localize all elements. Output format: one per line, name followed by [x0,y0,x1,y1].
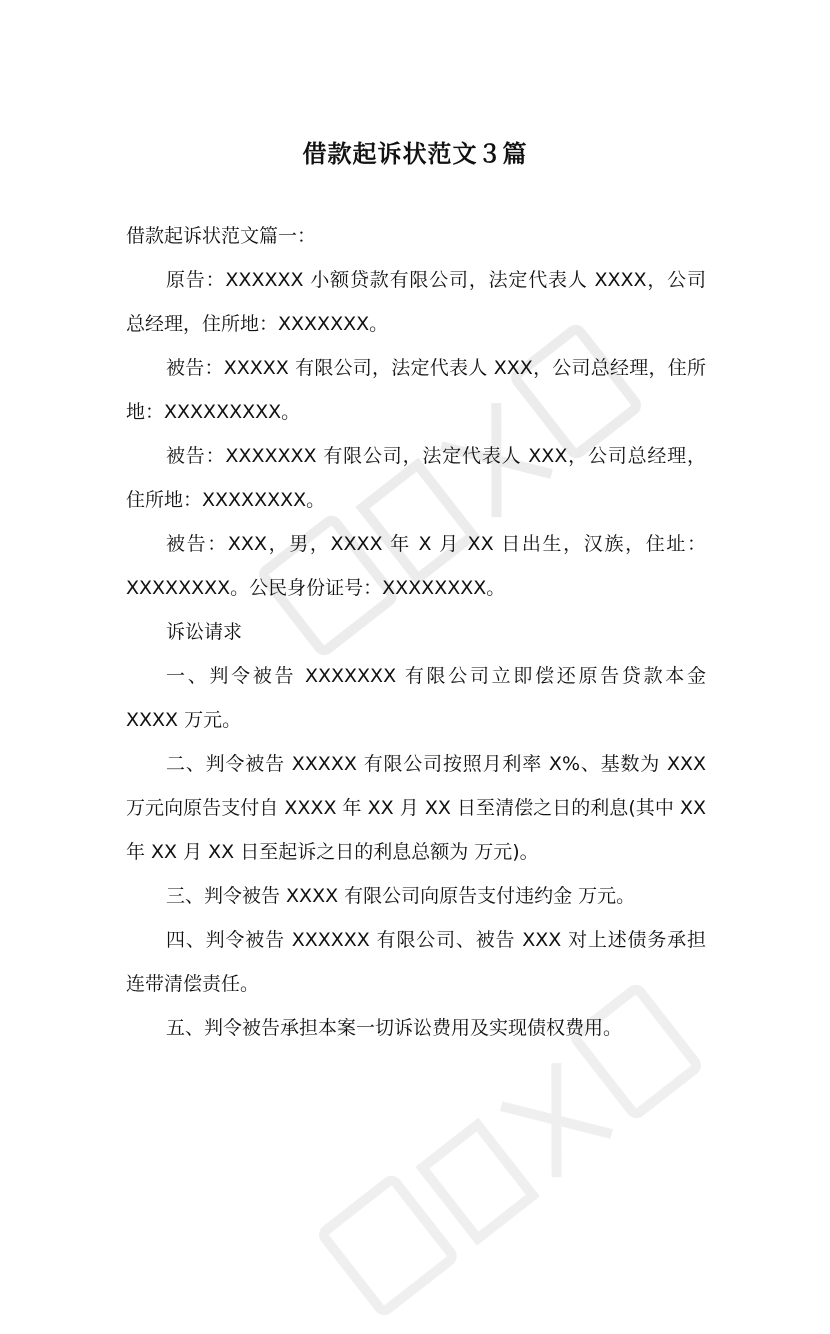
claim-item-5: 五、判令被告承担本案一切诉讼费用及实现债权费用。 [166,1017,623,1039]
paragraph-defendant-3: 被告：XXX，男，XXXX 年 X 月 XX 日出生，汉族，住址：XXXXXXXX。公民身份证号：XXXXXXXX。 [126,533,706,599]
section-heading: 借款起诉状范文篇一： [126,225,317,247]
paragraph-plaintiff: 原告：XXXXXX 小额贷款有限公司，法定代表人 XXXX，公司总经理，住所地：XXXXXXX。 [126,269,706,335]
paragraph-defendant-2: 被告：XXXXXXX 有限公司，法定代表人 XXX，公司总经理，住所地：XXXXXXXX。 [126,445,706,511]
claim-item-2: 二、判令被告 XXXXX 有限公司按照月利率 X%、基数为 XXX 万元向原告支付自 XXXX 年 XX 月 XX 日至清偿之日的利息(其中 XX 年 XX 月 XX 日至起诉之日的利息总额为 万元)。 [126,753,706,863]
paragraph-defendant-1: 被告：XXXXX 有限公司，法定代表人 XXX，公司总经理，住所地：XXXXXXXXX。 [126,357,706,423]
claims-heading: 诉讼请求 [166,621,243,643]
document-body [126,214,706,1050]
document-title: 借款起诉状范文３篇 [302,140,528,169]
claim-item-1: 一、判令被告 XXXXXXX 有限公司立即偿还原告贷款本金 XXXX 万元。 [126,665,706,731]
claim-item-3: 三、判令被告 XXXX 有限公司向原告支付违约金 万元。 [166,885,636,907]
claim-item-4: 四、判令被告 XXXXXX 有限公司、被告 XXX 对上述债务承担连带清偿责任。 [126,929,706,995]
